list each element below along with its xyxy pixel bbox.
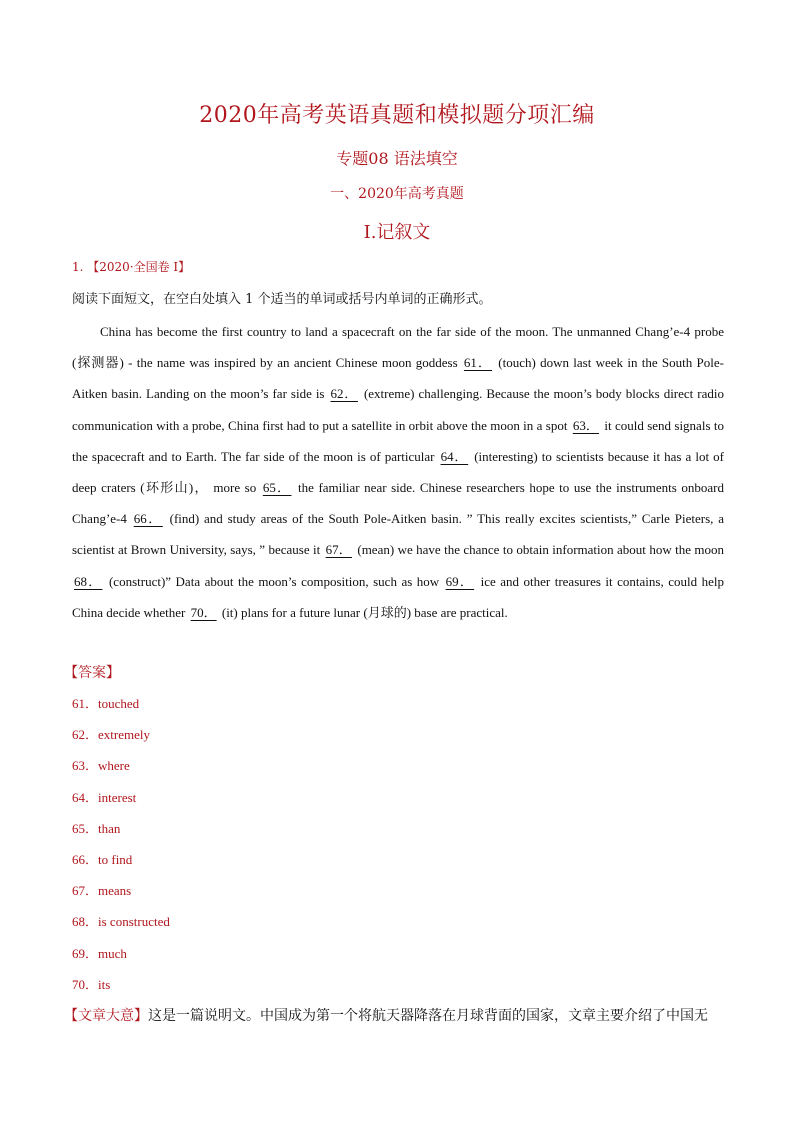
passage-text: (interesting) to scientists because it has a lot of deep craters (环形山)， more so (72, 448, 724, 496)
passage-text: (construct)” Data about the moon’s composition, such as how (104, 573, 444, 589)
question-label: 1. 【2020·全国卷 I】 (72, 260, 191, 274)
passage-text: China has become the first country to land a spacecraft on the far side of the moon. The unmanned Chang’e-4 probe (探测器) - the name was inspired by an ancient Chinese moon goddess (72, 324, 724, 371)
passage-text: (it) plans for a future lunar (月球的) base are practical. (218, 604, 508, 620)
article-summary (64, 1005, 734, 1025)
passage-text: it could send signals to the spacecraft and to Earth. The far side of the moon is of particular (72, 417, 724, 464)
answer-item: 69．much (72, 945, 127, 961)
answer-item: 70．its (72, 976, 111, 992)
reading-passage (72, 316, 724, 628)
blank-61: 61． (463, 355, 492, 371)
summary-tag: 【文章大意】 (64, 1008, 148, 1024)
blank-70: 70． (190, 604, 217, 620)
answer-item: 61．touched (72, 696, 140, 711)
blank-67: 67． (325, 542, 352, 558)
answer-item: 65．than (72, 820, 121, 836)
answer-item: 68．is constructed (72, 914, 170, 930)
answer-heading: 【答案】 (64, 665, 120, 681)
subsection-heading: I.记叙文 (363, 222, 431, 243)
passage-text: (find) and study areas of the South Pole-Aitken basin. ” This really excites scientists,” Carle Pieters, a scientist at Brown University, says, ” because it (72, 511, 724, 558)
topic-subtitle: 专题08 语法填空 (336, 149, 458, 168)
answer-list (72, 690, 170, 1002)
blank-69: 69． (445, 573, 475, 589)
passage-text: the familiar near side. Chinese researchers hope to use the instruments onboard Chang’e-4 (72, 480, 724, 527)
question-instruction: 阅读下面短文，在空白处填入 1 个适当的单词或括号内单词的正确形式。 (72, 292, 492, 307)
blank-68: 68． (74, 573, 103, 589)
blank-65: 65． (262, 480, 292, 496)
blank-63: 63． (572, 417, 600, 433)
answer-item: 67．means (72, 883, 132, 899)
blank-64: 64． (440, 448, 469, 464)
passage-text: ice and other treasures it contains, could help China decide whether (72, 573, 724, 620)
blank-62: 62． (330, 386, 358, 402)
answer-item: 64．interest (72, 789, 137, 805)
passage-text: (touch) down last week in the South Pole-Aitken basin. Landing on the moon’s far side is (72, 355, 724, 402)
answer-item: 62．extremely (72, 727, 150, 743)
answer-item: 66．to find (72, 851, 133, 867)
answer-item: 63．where (72, 758, 130, 774)
blank-66: 66． (133, 511, 163, 527)
passage-text: (extreme) challenging. Because the moon’s body blocks direct radio communication with a probe, China first had to put a satellite in orbit above the moon in a spot (72, 386, 724, 433)
summary-text: 这是一篇说明文。中国成为第一个将航天器降落在月球背面的国家，文章主要介绍了中国无 (148, 1008, 708, 1024)
section-heading: 一、2020年高考真题 (330, 186, 464, 202)
document-title: 2020年高考英语真题和模拟题分项汇编 (199, 103, 595, 128)
passage-text: (mean) we have the chance to obtain information about how the moon (353, 542, 724, 558)
